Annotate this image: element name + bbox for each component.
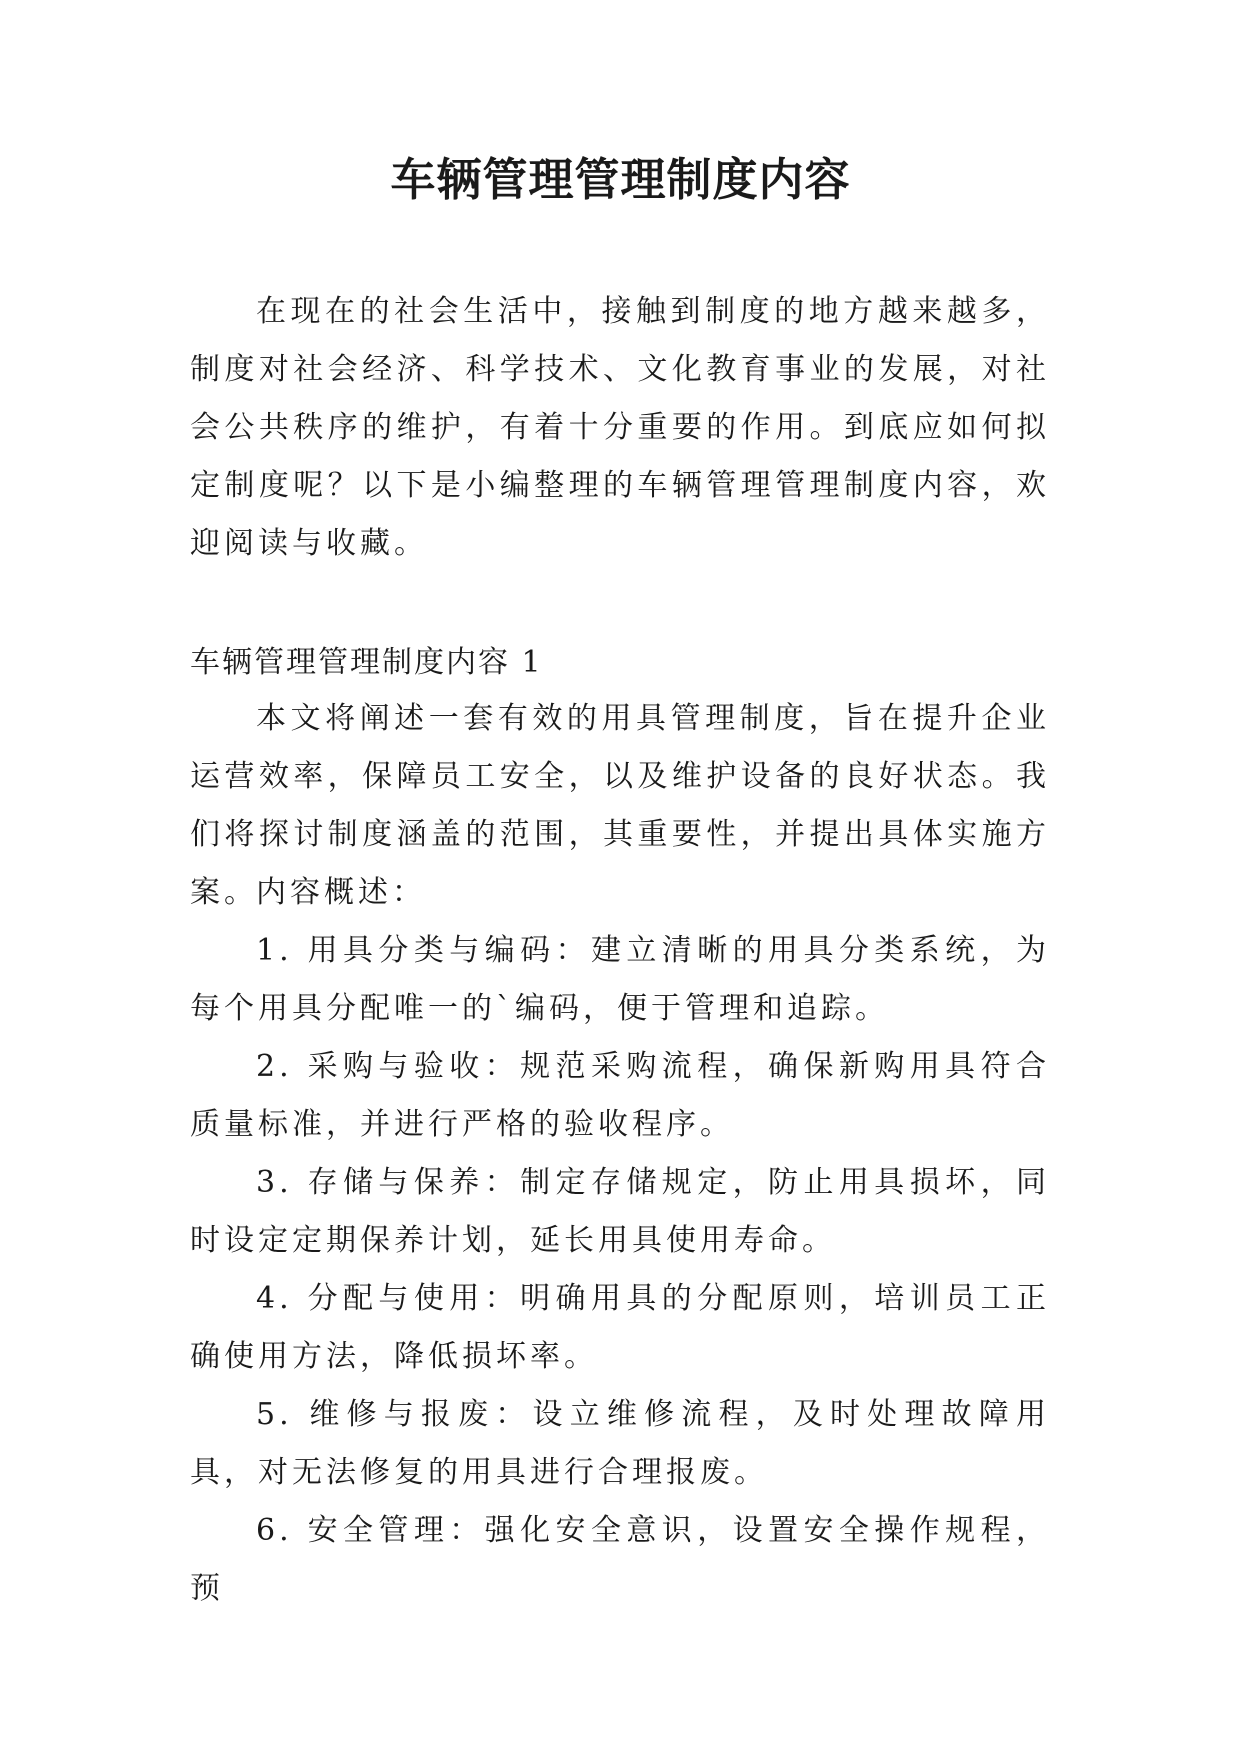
list-item: 2. 采购与验收：规范采购流程，确保新购用具符合质量标准，并进行严格的验收程序。 — [190, 1049, 1050, 1142]
body-paragraph: 本文将阐述一套有效的用具管理制度，旨在提升企业运营效率，保障员工安全，以及维护设备的良好状态。我们将探讨制度涵盖的范围，其重要性，并提出具体实施方案。 — [190, 701, 1050, 910]
section-heading: 车辆管理管理制度内容 1 — [190, 645, 543, 680]
list-item: 5. 维修与报废：设立维修流程，及时处理故障用具，对无法修复的用具进行合理报废。 — [190, 1397, 1050, 1490]
intro-paragraph: 在现在的社会生活中，接触到制度的地方越来越多，制度对社会经济、科学技术、文化教育事业的发展，对社会公共秩序的维护，有着十分重要的作用。到底应如何拟定制度呢？以下是小编整理的车辆管理管理制度内容，欢迎阅读与收藏。 — [190, 294, 1050, 561]
list-item: 4. 分配与使用：明确用具的分配原则，培训员工正确使用方法，降低损坏率。 — [190, 1281, 1050, 1374]
list-item: 3. 存储与保养：制定存储规定，防止用具损坏，同时设定定期保养计划，延长用具使用寿命。 — [190, 1165, 1050, 1258]
document-title: 车辆管理管理制度内容 — [390, 153, 851, 206]
list-item: 6. 安全管理：强化安全意识，设置安全操作规程，预 — [190, 1513, 1050, 1606]
overview-label: 内容概述： — [256, 875, 426, 910]
list-item: 1. 用具分类与编码：建立清晰的用具分类系统，为每个用具分配唯一的`编码，便于管理和追踪。 — [190, 933, 1050, 1026]
